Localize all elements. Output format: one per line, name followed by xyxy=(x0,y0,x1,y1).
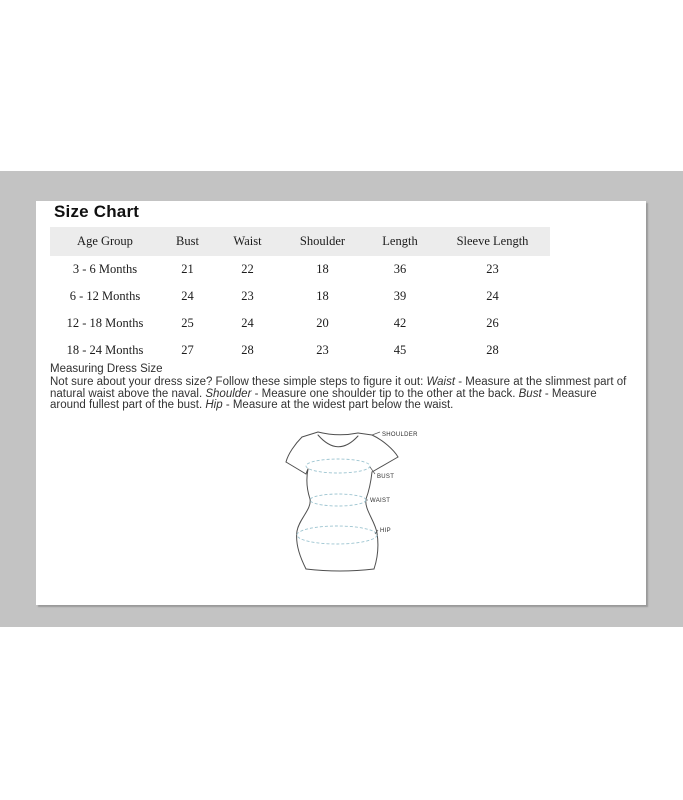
measuring-heading: Measuring Dress Size xyxy=(50,363,163,375)
table-cell-shoulder: 18 xyxy=(316,289,329,303)
measuring-description xyxy=(50,377,627,412)
table-cell-sleeve: 23 xyxy=(486,262,499,276)
table-cell-waist: 23 xyxy=(241,289,254,303)
table-cell-waist: 22 xyxy=(241,262,254,276)
table-cell-length: 42 xyxy=(393,316,407,330)
column-header-length: Length xyxy=(365,227,435,256)
table-cell-sleeve: 26 xyxy=(486,316,499,330)
table-cell-age: 18 - 24 Months xyxy=(66,343,144,357)
waist-ellipse xyxy=(310,494,366,506)
table-cell-length: 36 xyxy=(393,262,407,276)
table-cell-length: 45 xyxy=(393,343,407,357)
table-cell-length: 39 xyxy=(393,289,407,303)
table-cell-bust: 24 xyxy=(181,289,194,303)
size-table xyxy=(50,227,550,364)
table-cell-shoulder: 18 xyxy=(316,262,329,276)
column-header-sleeve-length: Sleeve Length xyxy=(435,227,550,256)
bust-ellipse xyxy=(306,459,370,473)
table-header-row xyxy=(50,227,550,256)
page-title: Size Chart xyxy=(54,202,140,221)
column-header-shoulder: Shoulder xyxy=(280,227,365,256)
keyword-hip: Hip xyxy=(205,399,223,412)
table-cell-shoulder: 23 xyxy=(316,343,329,357)
waist-label: WAIST xyxy=(370,498,391,504)
column-header-waist: Waist xyxy=(215,227,280,256)
description-segment: - Measure at the slimmest part of natural waist above the naval. xyxy=(50,376,627,400)
size-chart-panel xyxy=(36,201,646,605)
table-cell-bust: 25 xyxy=(181,316,194,330)
table-row xyxy=(50,256,550,283)
keyword-shoulder: Shoulder xyxy=(205,387,252,400)
hip-ellipse xyxy=(297,526,377,544)
keyword-waist: Waist xyxy=(426,376,456,388)
column-header-bust: Bust xyxy=(160,227,215,256)
keyword-bust: Bust xyxy=(518,387,542,400)
table-cell-bust: 21 xyxy=(181,262,194,276)
table-cell-waist: 28 xyxy=(241,343,254,357)
description-segment: - Measure one shoulder tip to the other at the back. xyxy=(251,387,519,400)
pointer-line-shoulder xyxy=(372,432,380,435)
column-header-age-group: Age Group xyxy=(50,227,160,256)
dress-diagram xyxy=(268,427,443,582)
shoulder-label: SHOULDER xyxy=(382,432,418,438)
table-row xyxy=(50,310,550,337)
hip-label: HIP xyxy=(380,528,391,534)
table-cell-age: 6 - 12 Months xyxy=(69,289,141,303)
table-cell-age: 3 - 6 Months xyxy=(72,262,138,276)
description-segment: Not sure about your dress size? Follow these simple steps to figure it out: xyxy=(50,376,427,388)
table-row xyxy=(50,283,550,310)
table-cell-age: 12 - 18 Months xyxy=(66,316,144,330)
table-row xyxy=(50,337,550,364)
table-cell-sleeve: 24 xyxy=(486,289,499,303)
table-cell-sleeve: 28 xyxy=(486,343,499,357)
bust-label: BUST xyxy=(377,474,395,480)
table-cell-waist: 24 xyxy=(241,316,254,330)
table-cell-bust: 27 xyxy=(181,343,194,357)
table-cell-shoulder: 20 xyxy=(316,316,329,330)
description-segment: - Measure at the widest part below the waist. xyxy=(222,399,454,412)
description-segment: - Measure around fullest part of the bust. xyxy=(50,387,597,412)
